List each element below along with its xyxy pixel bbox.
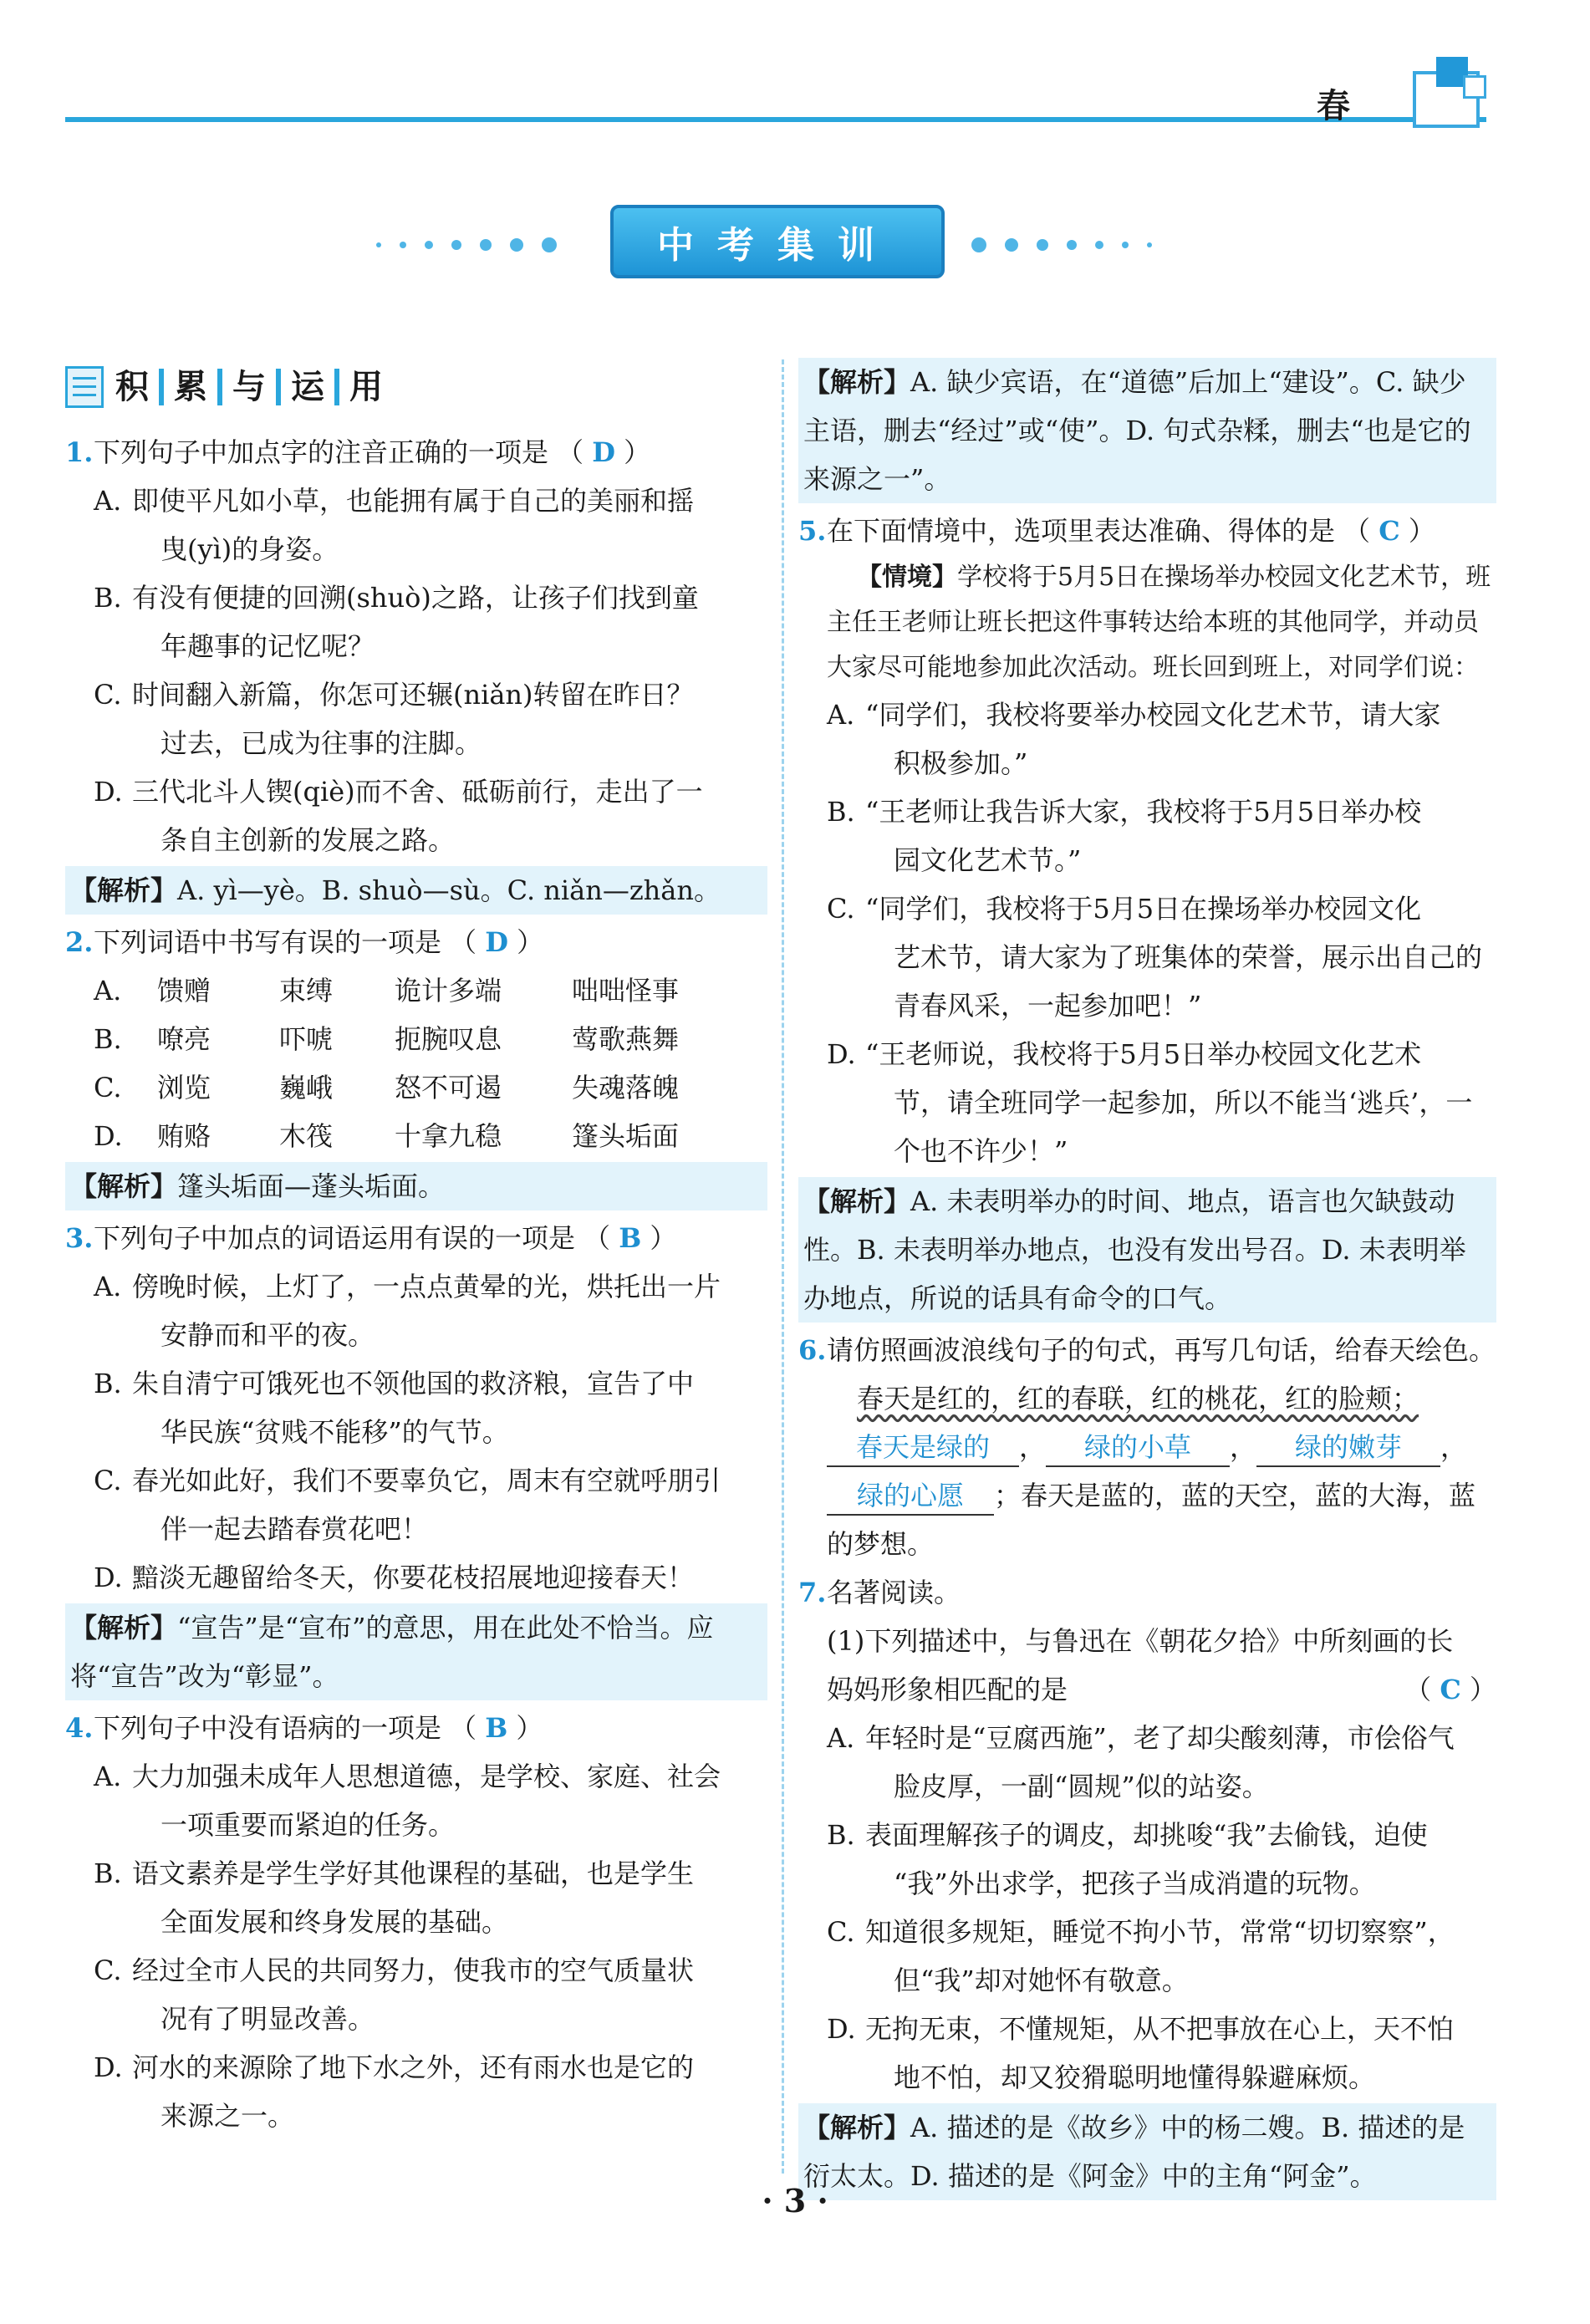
analysis-box: 【解析】“宣告”是“宣布”的意思，用在此处不恰当。应将“宣告”改为“彰显”。: [65, 1603, 767, 1700]
question-1: 1. 下列句子中加点字的注音正确的一项是 （ D ）: [65, 428, 767, 477]
fill-blank-answer-2: 绿的心愿 ；春天是蓝的，蓝的天空，蓝的大海，蓝: [798, 1471, 1496, 1520]
option-letter: B.: [94, 582, 122, 614]
section-char: 运: [276, 369, 334, 405]
section-char: 与: [217, 369, 276, 405]
section-char: 用: [334, 369, 393, 405]
analysis-box: 【解析】A. 缺少宾语，在“道德”后加上“建设”。C. 缺少主语，删去“经过”或“使”。D. 句式杂糅，删去“也是它的来源之一”。: [798, 358, 1496, 503]
question-5: 5. 在下面情境中，选项里表达准确、得体的是 （ C ）: [798, 515, 1435, 547]
notebook-icon: [65, 366, 104, 408]
corner-decoration-small: [1463, 75, 1486, 99]
section-char: 积: [115, 367, 149, 406]
question-stem: 下列句子中加点字的注音正确的一项是: [94, 436, 549, 468]
analysis-box: 【解析】A. yì—yè。B. shuò—sù。C. niǎn—zhǎn。: [65, 866, 767, 915]
banner-dots-right: [971, 237, 1152, 253]
analysis-box: 【解析】A. 描述的是《故乡》中的杨二嫂。B. 描述的是衍太太。D. 描述的是《阿金》中的主角“阿金”。: [798, 2103, 1496, 2200]
question-7: 7. 名著阅读。: [798, 1577, 961, 1608]
blank-answer: 春天是绿的: [827, 1429, 1019, 1467]
answer: C: [1379, 515, 1400, 547]
question-3: 3. 下列句子中加点的词语运用有误的一项是 （ B ）: [65, 1222, 677, 1254]
page-number: · 3 ·: [762, 2182, 828, 2220]
answer: D: [592, 436, 615, 468]
section-banner: [368, 205, 1221, 280]
section-char: 累: [159, 369, 217, 405]
question-6: 6. 请仿照画波浪线句子的句式，再写几句话，给春天绘色。: [798, 1334, 1496, 1366]
question-4: 4. 下列句子中没有语病的一项是 （ B ）: [65, 1712, 543, 1744]
option-letter: D.: [94, 776, 123, 808]
chapter-title: 春: [1317, 86, 1350, 125]
blank-answer: 绿的心愿: [827, 1477, 994, 1516]
banner-dots-left: [376, 237, 557, 253]
blank-answer: 绿的小草: [1046, 1429, 1230, 1467]
header-rule: [65, 117, 1486, 122]
analysis-box: 【解析】A. 未表明举办的时间、地点，语言也欠缺鼓动性。B. 未表明举办地点，也没有发出号召。D. 未表明举办地点，所说的话具有命令的口气。: [798, 1177, 1496, 1323]
fill-blank-answer: 春天是绿的 ， 绿的小草 ， 绿的嫩芽 ，: [798, 1423, 1496, 1471]
option-text: 有没有便捷的回溯(shuò)之路，让孩子们找到童: [132, 582, 699, 614]
answer: D: [485, 926, 508, 958]
blank-answer: 绿的嫩芽: [1256, 1429, 1440, 1467]
section-heading: [65, 358, 767, 416]
option-letter: C.: [94, 679, 122, 711]
answer: C: [1440, 1674, 1461, 1705]
option-text-cont: 年趣事的记忆呢？: [161, 630, 375, 662]
option-text: 即使平凡如小草，也能拥有属于自己的美丽和摇: [132, 485, 695, 517]
option-text-cont: 曳(yì)的身姿。: [161, 533, 339, 565]
column-divider: [782, 359, 784, 2174]
option-text: 三代北斗人锲(qiè)而不舍、砥砺前行，走出了一: [132, 776, 703, 808]
option-text-cont: 过去，已成为往事的注脚。: [161, 727, 482, 759]
answer: B: [619, 1222, 642, 1254]
model-sentence: 春天是红的，红的春联，红的桃花，红的脸颊；: [857, 1383, 1419, 1414]
word-grid: A. 馈赠 束缚 诡计多端 咄咄怪事 B. 嘹亮 吓唬 扼腕叹息 莺歌燕舞 C. 浏览 巍峨 怒不可遏 失魂落魄 D. 贿赂 木筏 十拿九稳 篷头垢面: [94, 975, 680, 1152]
answer: B: [485, 1712, 508, 1744]
right-column: 【解析】A. 缺少宾语，在“道德”后加上“建设”。C. 缺少主语，删去“经过”或“使”。D. 句式杂糅，删去“也是它的来源之一”。 5. 在下面情境中，选项里表达准确、得体的是 （ C ） 【情境】学校将于5月5日在操场举办校园文化艺术节，班主任王老师让班长把这件事转达给本班的其他同学，并动员大家尽可能地参加此次活动。班长回到班上，对同学们说： A. “同学们，我校将要举办校园文化艺术节，请大家 积极参加。” B. “王老师让我告诉大家，我校将于5月5日举办校 园文化艺术节。” C. “同学们，我校将于5月5日在操场举办校园文化 艺术节，请大家为了班集体的荣誉，展示出自己的 青春风采，一起参加吧！” D. “王老师说，我校将于5月5日举办校园文化艺术 节，请全班同学一起参加，所以不能当‘逃兵’，一 个也不许少！” 【解析】A. 未表明举办的时间、地点，语言也欠缺鼓动性。B. 未表明举办地点，也没有发出号召。D. 未表明举办地点，所说的话具有命令的口气。 6. 请仿照画波浪线句子的句式，再写几句话，给春天绘色。 春天是红的，红的春联，红的桃花，红的脸颊； 春天是绿的 ， 绿的小草 ， 绿的嫩芽 ， 绿的心愿 ；春天是蓝的，蓝的天空，蓝的大海，蓝 的梦想。 7. 名著阅读。 (1)下列描述中，与鲁迅在《朝花夕拾》中所刻画的长 妈妈形象相匹配的是 （ C ） A. 年轻时是“豆腐西施”，老了却尖酸刻薄，市侩俗气 脸皮厚，一副“圆规”似的站姿。 B. 表面理解孩子的调皮，却挑唆“我”去偷钱，迫使 “我”外出求学，把孩子当成消遣的玩物。 C. 知道很多规矩，睡觉不拘小节，常常“切切察察”， 但“我”却对她怀有敬意。 D. 无拘无束，不懂规矩，从不把事放在心上，天不怕 地不怕，却又狡猾聪明地懂得躲避麻烦。 【解析】A. 描述的是《故乡》中的杨二嫂。B. 描述的是衍太太。D. 描述的是《阿金》中的主角“阿金”。: [798, 351, 1496, 2204]
option-text-cont: 条自主创新的发展之路。: [161, 824, 456, 856]
question-number: 1.: [65, 436, 94, 468]
analysis-box: 【解析】篷头垢面—蓬头垢面。: [65, 1162, 767, 1210]
question-2: 2. 下列词语中书写有误的一项是 （ D ）: [65, 926, 544, 958]
option-text: 时间翻入新篇，你怎可还辗(niǎn)转留在昨日？: [132, 679, 694, 711]
left-column: 积 累 与 运 用 1. 下列句子中加点字的注音正确的一项是 （ D ） A. 即使平凡如小草，也能拥有属于自己的美丽和摇 曳(yì)的身姿。 B. 有没有便捷的回溯(shuò)之路，让孩子们找到童 年趣事的记忆呢？ C. 时间翻入新篇，你怎可还辗(niǎn)转留在昨日？ 过去，已成为往事的注脚。 D. 三代北斗人锲(qiè)而不舍、砥砺前行，走出了一 条自主创新的发展之路。 【解析】A. yì—yè。B. shuò—sù。C. niǎn—zhǎn。 2. 下列词语中书写有误的一项是 （ D ） A. 馈赠 束缚 诡计多端 咄咄怪事 B. 嘹亮 吓唬 扼腕叹息 莺歌燕舞 C. 浏览 巍峨 怒不可遏 失魂落魄 D. 贿赂 木筏 十拿九稳 篷头垢面 【解析】篷头垢面—蓬头垢面。 3. 下列句子中加点的词语运用有误的一项是 （ B ） A. 傍晚时候，上灯了，一点点黄晕的光，烘托出一片 安静而和平的夜。 B. 朱自清宁可饿死也不领他国的救济粮，宣告了中 华民族“贫贱不能移”的气节。 C. 春光如此好，我们不要辜负它，周末有空就呼朋引 伴一起去踏春赏花吧！ D. 黯淡无趣留给冬天，你要花枝招展地迎接春天！ 【解析】“宣告”是“宣布”的意思，用在此处不恰当。应将“宣告”改为“彰显”。 4. 下列句子中没有语病的一项是 （ B ） A. 大力加强未成年人思想道德，是学校、家庭、社会 一项重要而紧迫的任务。 B. 语文素养是学生学好其他课程的基础，也是学生 全面发展和终身发展的基础。 C. 经过全市人民的共同努力，使我市的空气质量状 况有了明显改善。 D. 河水的来源除了地下水之外，还有雨水也是它的 来源之一。: [65, 351, 767, 2140]
option-letter: A.: [94, 485, 122, 517]
banner-title: 中考集训: [610, 205, 945, 278]
situation-text: 【情境】学校将于5月5日在操场举办校园文化艺术节，班主任王老师让班长把这件事转达给本班的其他同学，并动员大家尽可能地参加此次活动。班长回到班上，对同学们说：: [827, 563, 1491, 682]
